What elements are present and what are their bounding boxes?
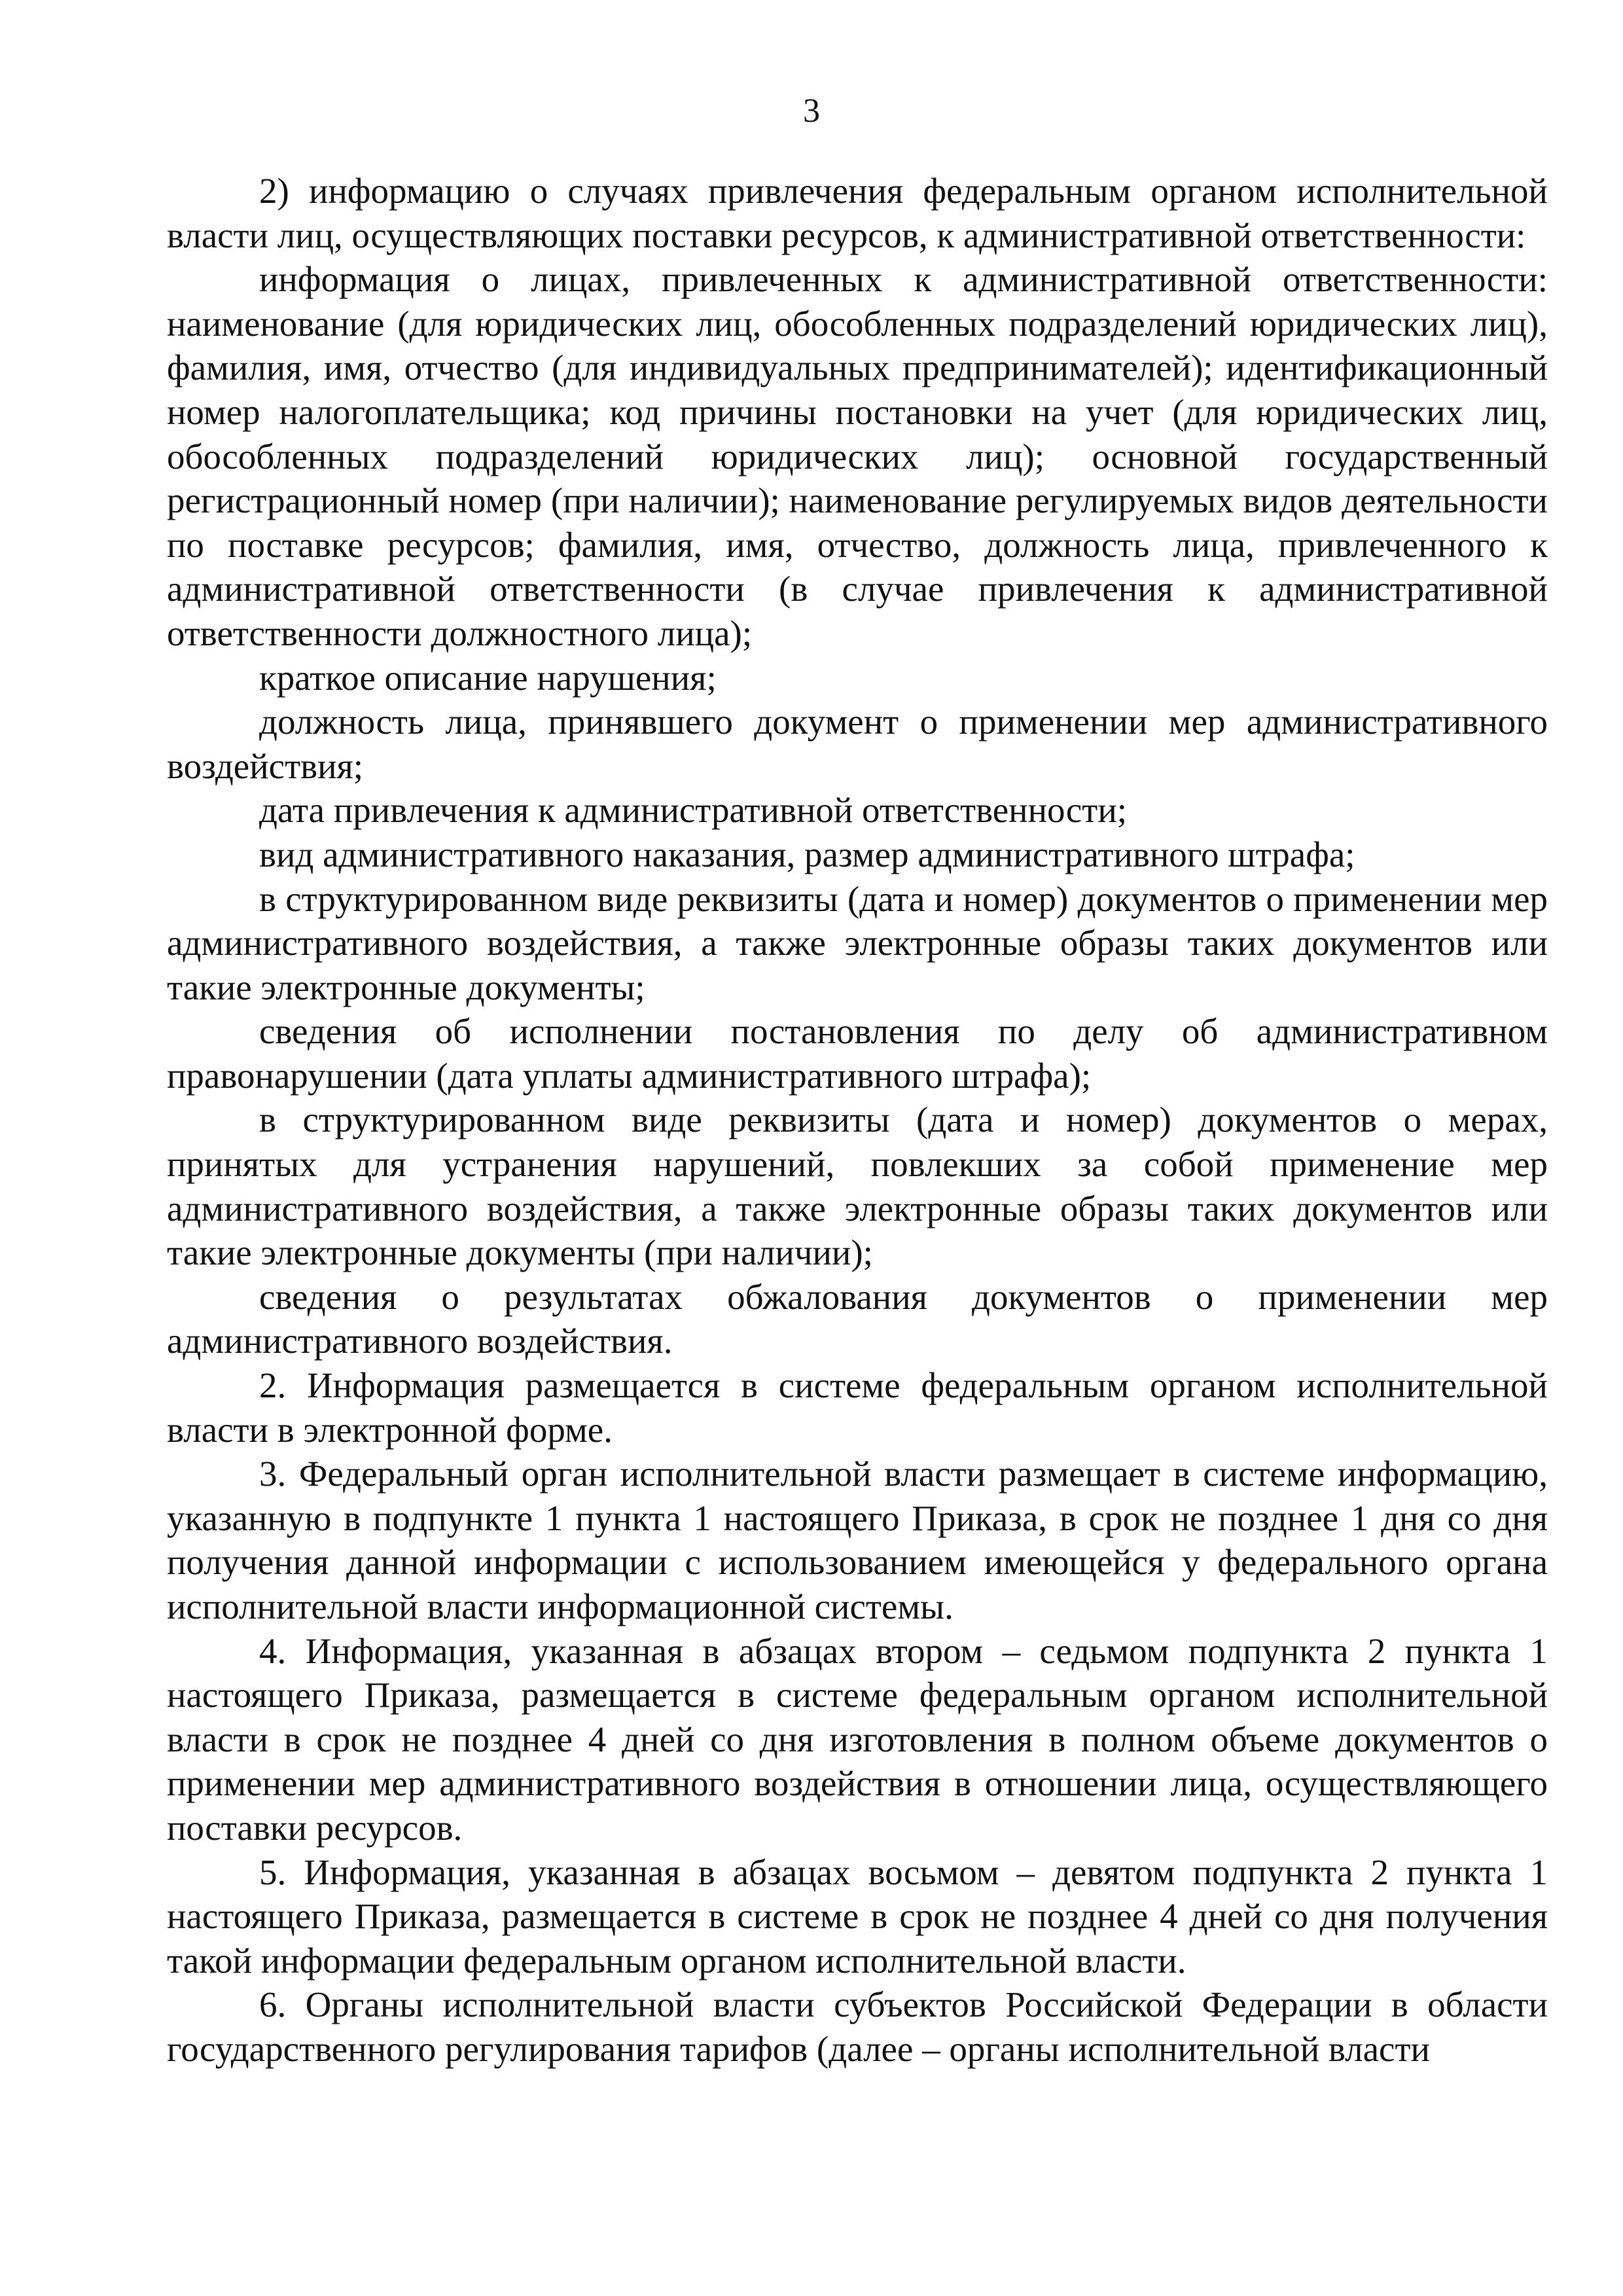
paragraph-penalty-type: вид административного наказания, размер административного штрафа; <box>259 834 1355 874</box>
paragraph-item-5: 5. Информация, указанная в абзацах восьмом – девятом подпункта 2 пункта 1 настоящего Приказа, размещается в системе в срок не позднее 4 дней со дня получения такой информации федеральным органом исполнительной власти. <box>167 1852 1548 1981</box>
page-number: 3 <box>803 92 820 130</box>
paragraph-execution-info: сведения об исполнении постановления по делу об административном правонарушении (дата уплаты административного штрафа); <box>167 1011 1548 1096</box>
paragraph-persons-info: информация о лицах, привлеченных к административной ответственности: наименование (для юридических лиц, обособленных подразделений юридических лиц), фамилия, имя, отчество (для индивидуальных предпринимателей); идентификационный номер налогоплательщика; код причины постановки на учет (для юридических лиц, обособленных подразделений юридических лиц); основной государственный регистрационный номер (при наличии); наименование регулируемых видов деятельности по поставке ресурсов; фамилия, имя, отчество, должность лица, привлеченного к административной ответственности (в случае привлечения к административной ответственности должностного лица); <box>167 259 1548 653</box>
paragraph-violation-description: краткое описание нарушения; <box>259 657 717 698</box>
paragraph-item-2-intro: 2) информацию о случаях привлечения федеральным органом исполнительной власти лиц, осуществляющих поставки ресурсов, к административной ответственности: <box>167 171 1548 255</box>
paragraph-document-details: в структурированном виде реквизиты (дата и номер) документов о применении мер административного воздействия, а также электронные образы таких документов или такие электронные документы; <box>167 878 1548 1007</box>
paragraph-appeal-results: сведения о результатах обжалования документов о применении мер административного воздействия. <box>167 1276 1548 1361</box>
paragraph-item-4: 4. Информация, указанная в абзацах втором – седьмом подпункта 2 пункта 1 настоящего Приказа, размещается в системе федеральным органом исполнительной власти в срок не позднее 4 дней со дня изготовления в полном объеме документов о применении мер административного воздействия в отношении лица, осуществляющего поставки ресурсов. <box>167 1630 1548 1848</box>
paragraph-liability-date: дата привлечения к административной ответственности; <box>259 790 1128 831</box>
document-body <box>167 169 1548 2072</box>
paragraph-remedy-measures: в структурированном виде реквизиты (дата и номер) документов о мерах, принятых для устранения нарушений, повлекших за собой применение мер административного воздействия, а также электронные образы таких документов или такие электронные документы (при наличии); <box>167 1100 1548 1273</box>
paragraph-item-2: 2. Информация размещается в системе федеральным органом исполнительной власти в электронной форме. <box>167 1365 1548 1450</box>
paragraph-official-position: должность лица, принявшего документ о применении мер административного воздействия; <box>167 702 1548 786</box>
paragraph-item-6: 6. Органы исполнительной власти субъектов Российской Федерации в области государственного регулирования тарифов (далее – органы исполнительной власти <box>167 1984 1548 2069</box>
paragraph-item-3: 3. Федеральный орган исполнительной власти размещает в системе информацию, указанную в подпункте 1 пункта 1 настоящего Приказа, в срок не позднее 1 дня со дня получения данной информации с использованием имеющейся у федерального органа исполнительной власти информационной системы. <box>167 1454 1548 1626</box>
